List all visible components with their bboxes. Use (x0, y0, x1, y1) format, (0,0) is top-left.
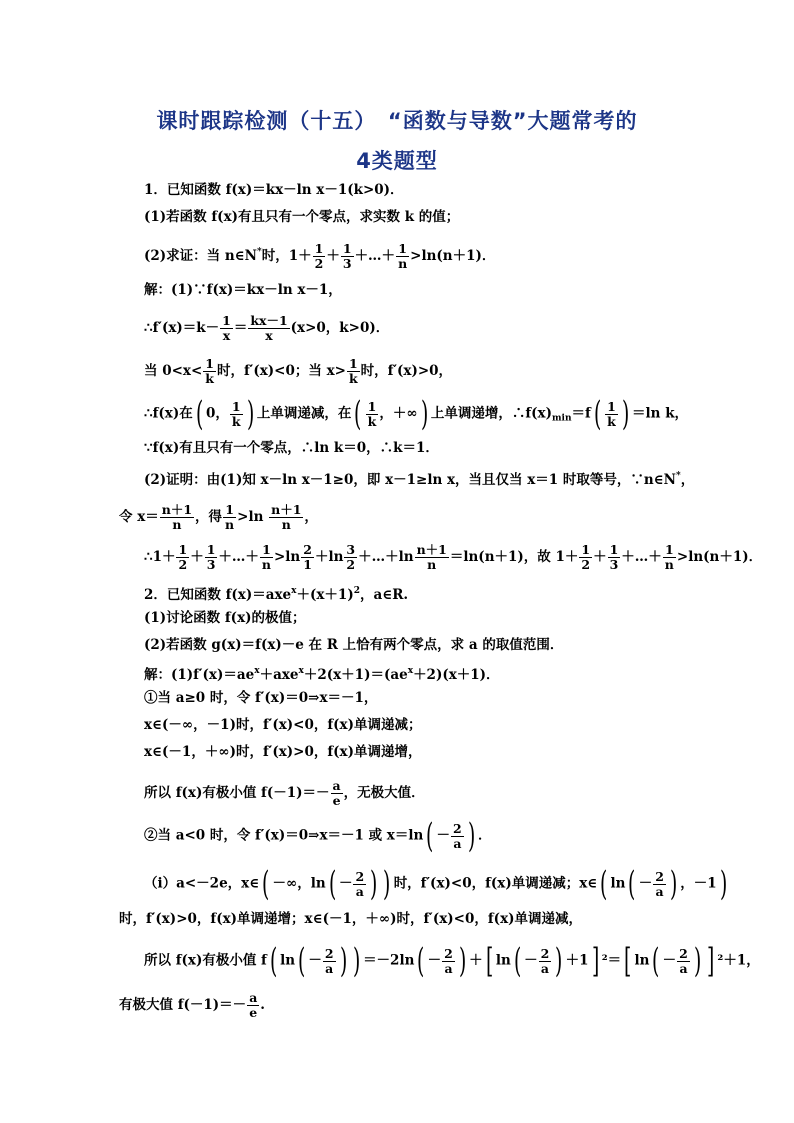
text-line-10 (119, 503, 318, 532)
superscript: 2 (353, 586, 360, 596)
fraction (205, 543, 218, 572)
text-run: (1)若函数 f(x)有且只有一个零点，求实数 k 的值； (144, 209, 460, 225)
text-run: ln (610, 875, 626, 892)
big-bracket: ( (262, 864, 270, 904)
text-line-16 (144, 688, 377, 708)
text-run: ＝ln(n＋1)，故 1＋ (449, 549, 579, 565)
fraction (347, 357, 360, 386)
text-run: （ⅰ）a<－2e，x∈ (144, 875, 260, 892)
fraction-denominator: a (655, 883, 664, 899)
fraction-numerator: 2 (679, 945, 688, 961)
big-bracket: ( (328, 864, 336, 904)
big-bracket: ( (269, 941, 278, 981)
text-line-6 (144, 357, 452, 386)
text-line-1 (144, 180, 404, 200)
superscript: * (676, 471, 681, 481)
fraction-denominator: 3 (206, 557, 216, 572)
fraction-numerator: 1 (222, 313, 231, 328)
text-run: 0， (206, 405, 229, 422)
fraction-denominator: k (231, 413, 241, 429)
big-bracket: ) (719, 864, 727, 904)
fraction-numerator: a (332, 778, 341, 793)
text-line-15 (144, 661, 500, 685)
text-run: － (638, 875, 653, 892)
big-bracket: ( (593, 394, 602, 434)
text-run: ，－1 (680, 875, 717, 892)
text-run: －∞，ln (272, 875, 326, 892)
text-run: ＝ (233, 320, 248, 336)
fraction-denominator: 1 (303, 557, 312, 572)
text-run: ＋axe (259, 667, 299, 683)
text-run: 时，f′(x)<0；当 x> (216, 363, 346, 379)
big-bracket: ) (555, 941, 563, 981)
fraction (223, 503, 236, 532)
subscript: min (552, 413, 572, 424)
text-run: － (524, 952, 538, 969)
fraction-denominator: k (205, 371, 214, 386)
text-run: 所以 f(x)有极小值 f(－1)＝－ (144, 785, 330, 801)
fraction (366, 400, 379, 429)
text-run: ①当 a≥0 时，令 f′(x)＝0⇒x＝－1， (144, 690, 378, 706)
text-line-14 (144, 635, 563, 655)
text-run: (1)讨论函数 f(x)的极值； (144, 610, 306, 626)
fraction (442, 947, 455, 976)
text-run: 时，f′(x)>0，f(x)单调递增；x∈(－1，＋∞)时，f′(x)<0，f(x)单调递减， (119, 911, 583, 927)
superscript: x (254, 666, 260, 676)
text-run: ∴1＋ (144, 549, 176, 565)
fraction (353, 870, 366, 899)
text-line-9 (144, 466, 694, 490)
big-bracket: ) (339, 941, 347, 981)
text-run: ＝－2ln (363, 952, 415, 969)
text-run: ∵f(x)有且只有一个零点，∴ln k＝0，∴k＝1． (144, 440, 439, 456)
text-run: 时，f′(x)>0， (360, 363, 453, 379)
text-run: >ln (273, 549, 301, 565)
text-run: ＋ (469, 952, 483, 969)
fraction-numerator: 3 (346, 542, 356, 557)
fraction (608, 543, 621, 572)
text-run: x∈(－∞，－1)时，f′(x)<0，f(x)单调递减； (144, 717, 422, 733)
text-run: ＋ln (314, 549, 344, 565)
fraction-numerator: 2 (655, 868, 664, 884)
text-run: >ln (237, 509, 269, 525)
fraction-denominator: 2 (178, 557, 188, 572)
fraction (260, 543, 273, 572)
fraction-denominator: n (427, 557, 437, 572)
text-run: ln (495, 952, 511, 969)
document-title-line-1: 课时跟踪检测（十五） “函数与导数”大题常考的 (156, 109, 638, 133)
text-line-12 (144, 581, 408, 605)
text-run: ln (634, 952, 650, 969)
big-bracket: ( (628, 864, 636, 904)
text-run: (2)求证：当 n∈N (144, 248, 258, 264)
fraction (313, 242, 326, 271)
text-line-7 (144, 394, 689, 434)
fraction (203, 357, 216, 386)
text-run: ， (304, 509, 318, 525)
fraction-numerator: a (249, 990, 258, 1005)
fraction-denominator: n (225, 517, 235, 532)
fraction-denominator: a (325, 960, 334, 976)
fraction-denominator: n (664, 557, 674, 572)
big-bracket: ( (354, 394, 362, 434)
text-line-11 (144, 543, 762, 572)
fraction-denominator: 3 (609, 557, 619, 572)
text-run: ＝ln k， (632, 405, 689, 422)
text-run: 时，f′(x)<0，f(x)单调递减；x∈ (393, 875, 598, 892)
big-bracket: ( (600, 864, 608, 904)
fraction (331, 779, 343, 808)
text-run: 上单调递增，∴f(x) (430, 405, 552, 422)
text-run: 上单调递减，在 (256, 405, 352, 422)
fraction (323, 947, 336, 976)
big-bracket: ) (352, 941, 361, 981)
fraction-numerator: 1 (223, 503, 236, 518)
fraction-denominator: a (679, 960, 688, 976)
text-run: ∴f(x)在 (144, 405, 193, 422)
fraction-numerator: 1 (609, 542, 619, 557)
big-bracket: ] (707, 941, 715, 981)
fraction (160, 503, 194, 532)
fraction (653, 870, 666, 899)
big-bracket: ( (298, 941, 306, 981)
fraction-numerator: 1 (342, 241, 352, 256)
fraction-numerator: 1 (367, 398, 377, 414)
fraction (605, 400, 618, 429)
text-run: 解：(1)f′(x)＝ae (144, 667, 255, 683)
fraction-denominator: e (249, 1005, 258, 1020)
big-bracket: ) (621, 394, 630, 434)
text-run: x∈(－1，＋∞)时，f′(x)>0，f(x)单调递增， (144, 744, 422, 760)
fraction-denominator: k (607, 413, 616, 429)
big-bracket: ) (467, 816, 476, 856)
text-run: 有极大值 f(－1)＝－ (119, 997, 247, 1013)
fraction-numerator: 1 (231, 398, 241, 414)
text-run: ． (478, 827, 492, 844)
text-line-2 (144, 207, 459, 227)
fraction-numerator: 2 (324, 945, 334, 961)
text-run: 2．已知函数 f(x)＝axe (144, 587, 292, 603)
fraction-numerator: 1 (348, 356, 358, 371)
text-run: (2)证明：由(1)知 x－ln x－1≥0，即 x－1≥ln x，当且仅当 x＝1 时取等号，∵n∈N (144, 472, 677, 488)
big-bracket: ] (591, 941, 599, 981)
fraction-denominator: 2 (314, 256, 324, 271)
big-bracket: ( (513, 941, 522, 981)
superscript: x (407, 666, 414, 676)
fraction (220, 314, 233, 343)
fraction-numerator: n＋1 (161, 502, 193, 517)
text-run: ²＝ (601, 952, 622, 969)
fraction-denominator: 2 (581, 557, 591, 572)
big-bracket: ( (652, 941, 660, 981)
text-run: >ln(n＋1)． (410, 248, 496, 264)
fraction-denominator: 2 (346, 557, 356, 572)
text-run: >ln(n＋1)． (676, 549, 763, 565)
text-run: . (260, 997, 265, 1013)
text-run: ∴f′(x)＝k－ (144, 320, 220, 336)
fraction-numerator: 2 (303, 542, 312, 557)
big-bracket: ) (420, 394, 428, 434)
fraction (230, 400, 243, 429)
text-line-22 (119, 909, 582, 929)
text-line-23 (144, 941, 760, 981)
text-line-13 (144, 608, 306, 628)
text-run: － (436, 827, 451, 844)
fraction-denominator: n (281, 517, 291, 532)
fraction-denominator: 3 (342, 256, 352, 271)
superscript: x (298, 666, 304, 676)
text-line-5 (144, 314, 389, 343)
fraction-numerator: n＋1 (271, 502, 302, 517)
text-run: 所以 f(x)有极小值 f (144, 952, 267, 969)
text-run: ＋…＋ (218, 549, 259, 565)
text-run: ②当 a<0 时，令 f′(x)＝0⇒x＝－1 或 x＝ln (144, 827, 424, 844)
fraction (247, 991, 259, 1020)
big-bracket: [ (624, 941, 632, 981)
fraction-numerator: 2 (453, 820, 462, 836)
text-run: ＋2)(x＋1)． (413, 667, 500, 683)
fraction-denominator: x (265, 328, 273, 343)
text-run: ，＋∞ (379, 405, 418, 422)
fraction-denominator: x (222, 328, 231, 343)
fraction-denominator: a (453, 835, 462, 851)
big-bracket: ) (370, 864, 378, 904)
big-bracket: ) (246, 394, 254, 434)
fraction-numerator: 1 (396, 242, 409, 257)
fraction (341, 242, 354, 271)
fraction-numerator: kx－1 (250, 313, 288, 328)
text-run: 当 0<x< (144, 363, 203, 379)
fraction (301, 543, 314, 572)
document-title-line-2: 4类题型 (356, 149, 438, 173)
text-run: － (308, 952, 322, 969)
big-bracket: ( (195, 394, 204, 434)
fraction-numerator: 1 (178, 542, 188, 557)
text-run: ，得 (195, 509, 223, 525)
text-run: ＋(x＋1) (296, 587, 354, 603)
text-run: ＋ (593, 549, 607, 565)
text-line-4 (144, 280, 342, 300)
text-line-3 (144, 242, 495, 271)
text-line-17 (144, 715, 421, 735)
text-run: ，无极大值． (343, 785, 425, 801)
text-run: ＋…＋ln (358, 549, 414, 565)
text-line-18 (144, 742, 421, 762)
text-line-19 (144, 779, 425, 808)
fraction-denominator: n (261, 557, 271, 572)
fraction (396, 242, 409, 271)
fraction-numerator: 2 (355, 868, 365, 884)
text-run: ＋…＋ (354, 248, 396, 264)
fraction (579, 543, 592, 572)
fraction-numerator: 1 (206, 542, 216, 557)
superscript: x (291, 586, 297, 596)
text-run: (2)若函数 g(x)＝f(x)－e 在 R 上恰有两个零点，求 a 的取值范围． (144, 637, 564, 653)
fraction-numerator: n＋1 (416, 542, 447, 557)
text-run: － (427, 952, 442, 969)
fraction (451, 822, 464, 851)
fraction-numerator: 1 (205, 356, 214, 371)
fraction-denominator: n (398, 256, 408, 271)
text-run: 令 x＝ (119, 509, 159, 525)
fraction (269, 503, 303, 532)
big-bracket: ) (693, 941, 702, 981)
fraction (176, 543, 189, 572)
fraction (415, 543, 449, 572)
text-run: 解：(1)∵f(x)＝kx－ln x－1， (144, 282, 342, 298)
text-run: － (338, 875, 353, 892)
fraction (677, 947, 690, 976)
text-run: 时，1＋ (261, 248, 312, 264)
big-bracket: ) (383, 864, 391, 904)
superscript: * (257, 247, 262, 257)
fraction-numerator: 1 (260, 543, 273, 558)
text-line-20 (144, 816, 492, 856)
text-run: ＝f (571, 405, 591, 422)
fraction-numerator: 2 (540, 945, 550, 961)
text-run: ＋1 (565, 952, 589, 969)
fraction-denominator: a (540, 960, 550, 976)
fraction-denominator: e (332, 793, 341, 808)
fraction-numerator: 1 (314, 241, 324, 256)
fraction (248, 314, 289, 343)
fraction (663, 543, 676, 572)
text-line-8 (144, 438, 439, 458)
text-run: － (662, 952, 677, 969)
text-run: (x>0，k>0)． (290, 320, 390, 336)
text-run: ＋ (190, 549, 204, 565)
text-line-24 (119, 991, 265, 1020)
text-run: ，a∈R. (359, 587, 409, 603)
fraction-denominator: a (444, 960, 453, 976)
fraction-numerator: 1 (663, 543, 676, 558)
fraction-denominator: n (172, 517, 182, 532)
fraction (344, 543, 357, 572)
text-run: ²＋1， (717, 952, 760, 969)
fraction-numerator: 1 (607, 398, 616, 414)
fraction-numerator: 1 (581, 542, 591, 557)
text-run: ＋2(x＋1)＝(ae (303, 667, 408, 683)
fraction-denominator: k (348, 371, 358, 386)
fraction-numerator: 2 (444, 945, 453, 961)
text-run: ln (280, 952, 296, 969)
big-bracket: [ (485, 941, 493, 981)
fraction-denominator: k (367, 413, 377, 429)
fraction-denominator: a (355, 883, 364, 899)
text-run: ＋ (326, 248, 340, 264)
big-bracket: ( (426, 816, 434, 856)
text-line-21 (144, 864, 730, 904)
text-run: ＋…＋ (621, 549, 662, 565)
big-bracket: ( (417, 941, 425, 981)
big-bracket: ) (669, 864, 678, 904)
fraction (539, 947, 552, 976)
big-bracket: ) (458, 941, 467, 981)
text-run: 1．已知函数 f(x)＝kx－ln x－1(k>0)． (144, 182, 404, 198)
text-run: ， (680, 472, 695, 488)
